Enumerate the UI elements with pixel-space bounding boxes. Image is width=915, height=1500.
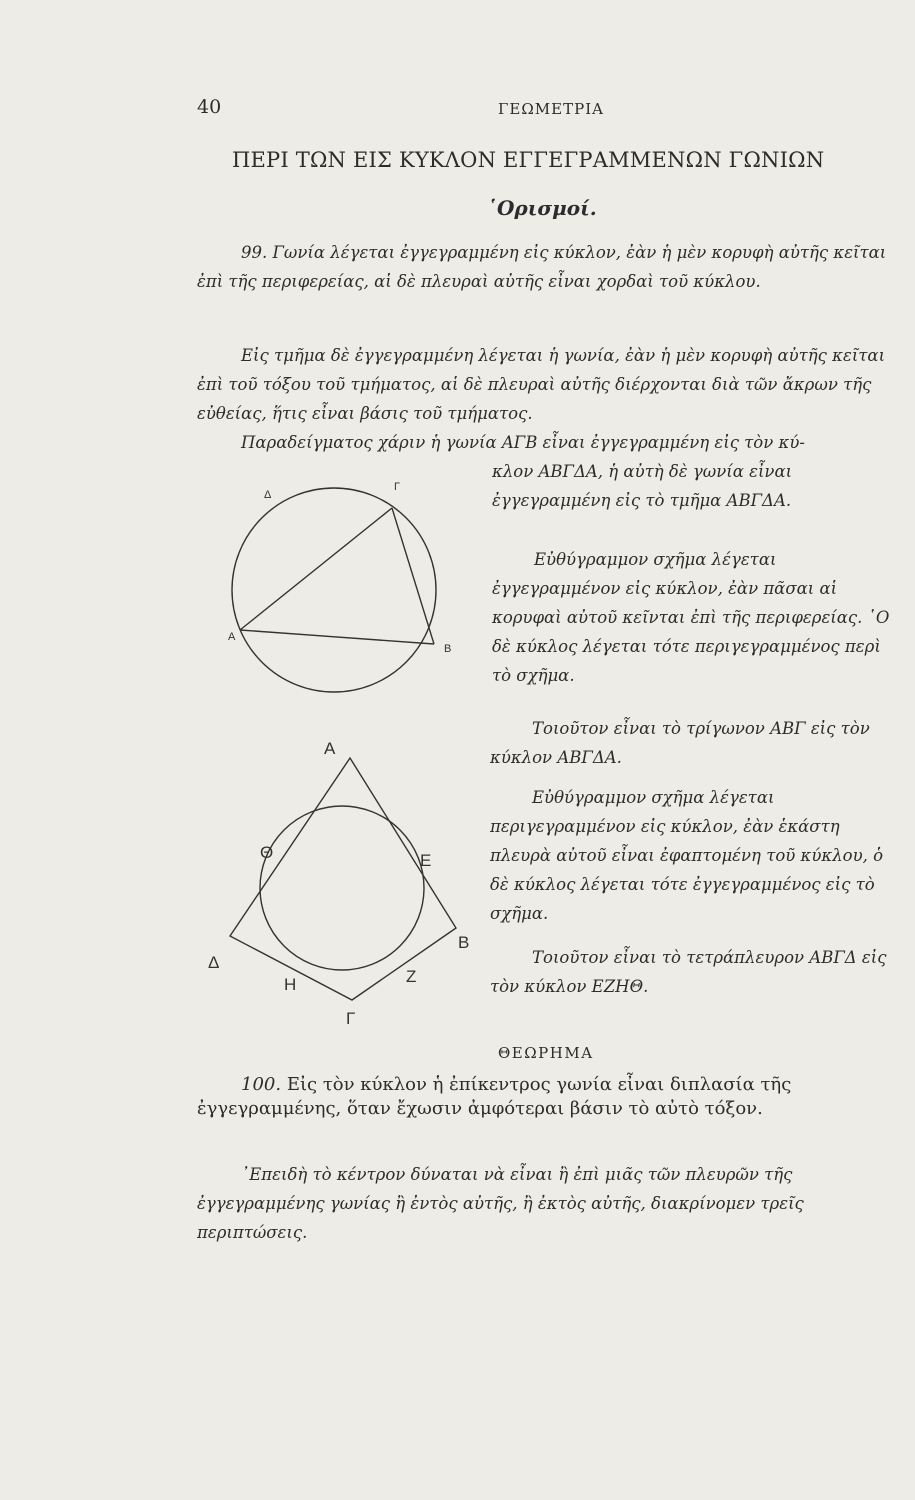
paragraph-example-start: Παραδείγματος χάριν ἡ γωνία ΑΓΒ εἶναι ἐγγεγραμμένη εἰς τὸν κύ- [241, 433, 805, 452]
page-number: 40 [197, 96, 222, 118]
figure-circumscribed-quadrilateral [200, 738, 500, 1028]
paragraph-segment: Εἰς τμῆμα δὲ ἐγγεγραμμένη λέγεται ἡ γωνία, ἐὰν ἡ μὲν κορυφὴ αὐτῆς κεῖται ἐπὶ τοῦ τόξου τοῦ τμήματος, αἱ δὲ πλευραὶ αὐτῆς διέρχονται διὰ τῶν ἄκρων τῆς εὐθείας, ἥτις εἶναι βάσις τοῦ τμήματος. [197, 346, 886, 423]
figure2-label-zeta: Ζ [406, 967, 417, 986]
figure2-label-epsilon: Ε [420, 851, 432, 870]
figure2-label-alpha: Α [324, 739, 336, 758]
paragraph-quad-example: Τοιοῦτον εἶναι τὸ τετράπλευρον ΑΒΓΔ εἰς τὸν κύκλον ΕΖΗΘ. [490, 948, 887, 996]
figure1-chord-ab [240, 630, 434, 644]
paragraph-triangle-example: Τοιοῦτον εἶναι τὸ τρίγωνον ΑΒΓ εἰς τὸν κύκλον ΑΒΓΔΑ. [490, 719, 870, 767]
figure2-label-gamma: Γ [346, 1009, 356, 1028]
figure1-label-delta: Δ [264, 489, 272, 501]
figure1-chord-ag [240, 508, 392, 630]
theorem-proof-intro: ᾿Επειδὴ τὸ κέντρον δύναται νὰ εἶναι ἢ ἐπὶ μιᾶς τῶν πλευρῶν τῆς ἐγγεγραμμένης γωνίας ἢ ἐντὸς αὐτῆς, ἢ ἐκτὸς αὐτῆς, διακρίνομεν τρεῖς περιπτώσεις. [197, 1165, 804, 1242]
figure1-label-alpha: Α [228, 631, 236, 643]
paragraph-inscribed-def: Εὐθύγραμμον σχῆμα λέγεται ἐγγεγραμμένον εἰς κύκλον, ἐὰν πᾶσαι αἱ κορυφαὶ αὐτοῦ κεῖνται ἐπὶ τῆς περιφερείας. ῾Ο δὲ κύκλος λέγεται τότε περιγεγραμμένος περὶ τὸ σχῆμα. [492, 550, 890, 685]
figure2-label-beta: Β [458, 933, 470, 952]
figure2-circle [260, 806, 424, 970]
theorem-heading: ΘΕΩΡΗΜΑ [498, 1044, 594, 1062]
theorem-statement: 100. Εἰς τὸν κύκλον ἡ ἐπίκεντρος γωνία εἶναι διπλασία τῆς ἐγγεγραμμένης, ὅταν ἔχωσιν ἀμφότεραι βάσιν τὸ αὐτὸ τόξον. [197, 1074, 792, 1119]
running-head: ΓΕΩΜΕΤΡΙΑ [498, 100, 604, 118]
figure2-label-eta: Η [284, 975, 297, 994]
paragraph-99: 99. Γωνία λέγεται ἐγγεγραμμένη εἰς κύκλον, ἐὰν ἡ μὲν κορυφὴ αὐτῆς κεῖται ἐπὶ τῆς περιφερείας, αἱ δὲ πλευραὶ αὐτῆς εἶναι χορδαὶ τοῦ κύκλου. [197, 243, 887, 291]
figure-inscribed-angle [222, 468, 482, 728]
paragraph-circumscribed-def: Εὐθύγραμμον σχῆμα λέγεται περιγεγραμμένον εἰς κύκλον, ἐὰν ἑκάστη πλευρὰ αὐτοῦ εἶναι ἐφαπτομένη τοῦ κύκλου, ὁ δὲ κύκλος λέγεται τότε ἐγγεγραμμένος εἰς τὸ σχῆμα. [490, 788, 884, 923]
figure2-label-delta: Δ [208, 953, 220, 972]
paragraph-example-cont: κλον ΑΒΓΔΑ, ἡ αὐτὴ δὲ γωνία εἶναι ἐγγεγραμμένη εἰς τὸ τμῆμα ΑΒΓΔΑ. [492, 462, 793, 510]
figure1-circle [232, 488, 436, 692]
subsection-title: ῾Ορισμοί. [487, 196, 597, 220]
section-title: ΠΕΡΙ ΤΩΝ ΕΙΣ ΚΥΚΛΟΝ ΕΓΓΕΓΡΑΜΜΕΝΩΝ ΓΩΝΙΩΝ [232, 148, 825, 172]
figure2-label-theta: Θ [260, 843, 274, 862]
figure2-quadrilateral [230, 758, 456, 1000]
figure1-label-gamma: Γ [394, 481, 401, 493]
figure1-label-beta: Β [444, 643, 452, 655]
figure1-chord-gb [392, 508, 434, 644]
